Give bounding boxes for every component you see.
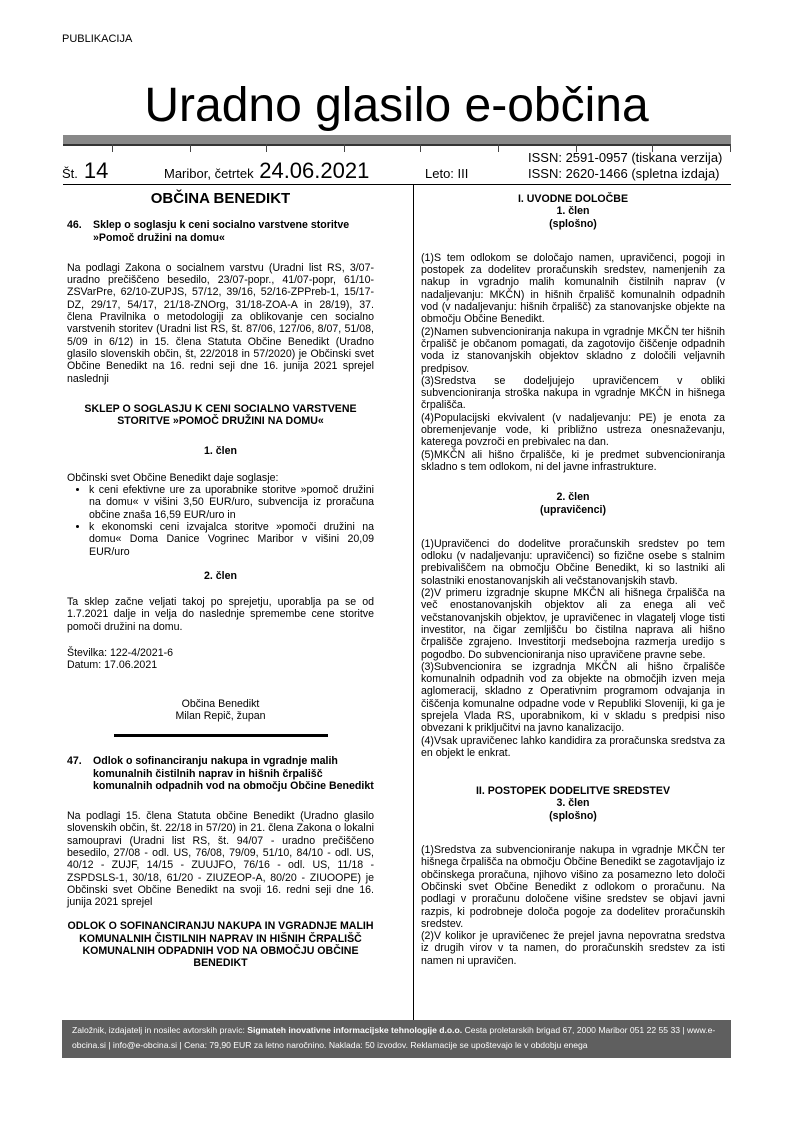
clen-2-text: Ta sklep začne veljati takoj po sprejetju, uporablja pa se od 1.7.2021 dalje in velja do naslednje spremembe cene storitve pomoči družini na domu.: [67, 596, 374, 633]
section-1-heading: I. UVODNE DOLOČBE: [517, 193, 629, 205]
clen-1-paragraph: (4)Populacijski ekvivalent (v nadaljevanju: PE) je enota za obremenjevanje vode, ki približno ustreza onesnaževanju, katerega povzroči en prebivalec na dan.: [421, 411, 725, 449]
section-2-heading: II. POSTOPEK DODELITVE SREDSTEV: [475, 785, 671, 798]
footer-publisher: Sigmateh inovativne informacijske tehnologije d.o.o.: [247, 1025, 463, 1035]
document-date: Datum: 17.06.2021: [67, 659, 158, 672]
clen-2-paragraph: (2)V primeru izgradnje skupne MKČN ali hišnega črpališča na več enostanovanjskih objektov ali za enega ali več večstanovanjskih objektov, je upravičenec in vlagatelj vloge tisti investitor, na čigar zemljišču bo čistilna naprava ali hišno črpališče zgrajeno. Investitorji medsebojna razmerja uredijo s pogodbo. Do subvencioniranja niso upravičene pravne sebe.: [421, 587, 725, 661]
clen-3-paragraph: (1)Sredstva za subvencioniranje nakupa in vgradnje MKČN ter hišnega črpališča na območju Občine Benedikt se zagotavljajo iz občinskega proračuna, njihovo višino za posamezno leto določi Občinski svet Občine Benedikt z odlokom o proračunu. Na podlagi v proračunu določene višine sredstev se objavi javni razpis, ki podrobneje določa pogoje za dodelitev proračunskih sredstev.: [421, 844, 725, 930]
section-separator: [114, 734, 328, 737]
sklep-clen-1: 1. člen: [204, 445, 237, 458]
clen-1-paragraph: (5)MKČN ali hišno črpališče, ki je predmet subvencioniranja skladno s tem odlokom, ni del javne infrastrukture.: [421, 448, 725, 473]
item-47-intro: Na podlagi 15. člena Statuta občine Benedikt (Uradno glasilo slovenskih občin, št. 22/18 in 57/20) in 21. člena Zakona o lokalni samoupravi (Uradni list RS, št. 94/07 - uradno prečiščeno besedilo, 27/08 - odl. US, 76/08, 79/09, 51/10, 84/10 - odl. US, 40/12 - ZUJF, 14/15 - ZUUJFO, 76/16 - odl. US, 11/18 - ZSPDSLS-1, 30/18, 61/20 - ZIUZEOP-A, 80/20 - ZIUOOPE) je Občinski svet Občine Benedikt na svoji 16. redni seji dne 16. junija 2021 sprejel: [67, 810, 374, 909]
footer-prefix: Založnik, izdajatelj in nosilec avtorskih pravic:: [72, 1025, 245, 1035]
document-number: Številka: 122-4/2021-6: [67, 647, 174, 660]
clen-3-paragraph: (2)V kolikor je upravičenec že prejel javna nepovratna sredstva iz drugih virov v ta namen, do proračunskih sredstev za isti namen ni upravičen.: [421, 930, 725, 967]
footer-details: Cesta proletarskih brigad 67, 2000 Maribor 051 22 55 33 | www.e-obcina.si | info@e-obcina.si | Cena: 79,90 EUR za letno naročnino. Naklada: 50 izvodov. Reklamacije se upoštevajo le v obdobju enega: [72, 1025, 716, 1050]
clen-2-paragraph: (3)Subvencionira se izgradnja MKČN ali hišno črpališče komunalnih odpadnih vod za objekte na območjih izven meja aglomeracij, skladno z Operativnim programom odvajanja in čiščenja komunalne odpadne vode v Republiki Sloveniji, ki ga je sprejela Vlada RS, uporabnikom, ki v skladu s predpisi niso obvezani k priključitvi na javno kanalizacijo.: [421, 660, 725, 735]
title-rule: [63, 135, 731, 146]
odlok-heading: ODLOK O SOFINANCIRANJU NAKUPA IN VGRADNJE MALIH KOMUNALNIH ČISTILNIH NAPRAV IN HIŠNIH ČRPALIŠČ KOMUNALNIH ODPADNIH VOD NA OBMOČJU OBČINE BENEDIKT: [67, 920, 374, 970]
clen-1-intro: Občinski svet Občine Benedikt daje soglasje:: [67, 471, 279, 484]
gazette-title: Uradno glasilo e-občina: [144, 79, 649, 132]
column-divider: [413, 184, 414, 1022]
left-column: [67, 190, 374, 970]
signature-org: Občina Benedikt: [181, 697, 260, 710]
sklep-heading: SKLEP O SOGLASJU K CENI SOCIALNO VARSTVENE STORITVE »POMOČ DRUŽINI NA DOMU«: [84, 402, 357, 428]
date-prefix: Maribor, četrtek: [164, 166, 254, 181]
right-column: [421, 193, 725, 967]
item-47-number: 47.: [67, 755, 82, 768]
clen-1-paragraph: (2)Namen subvencioniranja nakupa in vgradnje MKČN ter hišnih črpališč je občanom pomagati, da zagotovijo čiščenje odpadnih voda iz stanovanjskih objektov skladno z določili veljavnih predpisov.: [421, 325, 725, 375]
item-46-title: [67, 219, 374, 244]
clen-2-subtitle: (upravičenci): [540, 503, 606, 516]
issn-print: ISSN: 2591-0957 (tiskana verzija): [528, 150, 723, 165]
clen-2-heading: 2. člen: [556, 491, 590, 504]
clen-3-heading: 3. člen: [556, 797, 590, 810]
item-47-title: [67, 755, 374, 792]
signature-name: Milan Repič, župan: [175, 709, 266, 722]
publisher-footer: [62, 1020, 731, 1058]
publication-label: PUBLIKACIJA: [62, 33, 133, 45]
clen-1-subtitle: (splošno): [549, 217, 597, 230]
clen-1-paragraph: (3)Sredstva se dodeljujejo upravičencem v obliki subvencioniranja stroška nakupa in vgradnje MKČN in hišnega črpališča.: [421, 374, 725, 412]
consent-list: [67, 484, 374, 558]
issn-online: ISSN: 2620-1466 (spletna izdaja): [528, 166, 720, 181]
clen-2-paragraph: (1)Upravičenci do dodelitve proračunskih sredstev po tem odloku (v nadaljevanju: upravičenci) so fizične osebe s stalnim prebivališčem na območju Občine Benedikt, ki so lastniki ali solastniki enostanovanjskih ali večstanovanjskih stavb.: [421, 537, 725, 587]
item-46-intro: Na podlagi Zakona o socialnem varstvu (Uradni list RS, 3/07-uradno prečiščeno besedilo, 23/07-popr., 41/07-popr, 61/10-ZSVarPre, 62/10-ZUPJS, 57/12, 39/16, 52/16-ZPPreb-1, 15/17-DZ, 29/17, 54/17, 21/18-ZNOrg, 31/18-ZOA-A in 28/19), 37. člena Pravilnika o metodologiji za oblikovanje cen socialno varstvenih storitev (Uradni list RS, št. 87/06, 127/06, 8/07, 51/08, 5/09 in 6/12) in 15. člena Statuta Občine Benedikt (Uradno glasilo slovenskih občin, št, 22/2018 in 57/2020) je Občinski svet Občine Benedikt na 16. redni seji dne 16. junija 2021 sprejel naslednji: [67, 261, 374, 385]
issue-number: [62, 158, 108, 184]
item-47-title-text: Odlok o sofinanciranju nakupa in vgradnje malih komunalnih čistilnih naprav in hišnih črpališč komunalnih odpadnih vod na območju Občine Benedikt: [93, 755, 374, 792]
clen-1-paragraph: (1)S tem odlokom se določajo namen, upravičenci, pogoji in postopek za dodelitev proračunskih sredstev, namenjenih za nakup in vgradnjo malih komunalnih čistilnih naprav (v nadaljevanju: MKČN) in hišnih črpališč komunalnih odpadnih vod (v nadaljevanju: hišnih črpališč) za stanovanjske objekte na območju Občine Benedikt.: [421, 251, 725, 326]
municipality-heading: OBČINA BENEDIKT: [150, 190, 291, 207]
issue-year: Leto: III: [425, 166, 469, 181]
clen-1-heading: 1. člen: [556, 205, 590, 218]
issue-date: [164, 158, 369, 184]
issue-label: Št.: [62, 166, 78, 181]
sklep-clen-2: 2. člen: [204, 569, 237, 582]
list-item: • k ekonomski ceni izvajalca storitve »pomoči družini na domu« Doma Danice Vogrinec Maribor v višini 20,09 EUR/uro: [89, 521, 374, 558]
date-value: 24.06.2021: [259, 158, 370, 183]
issue-value: 14: [83, 158, 109, 183]
item-46-number: 46.: [67, 219, 82, 232]
item-46-title-text: Sklep o soglasju k ceni socialno varstvene storitve »Pomoč družini na domu«: [93, 219, 350, 244]
clen-2-paragraph: (4)Vsak upravičenec lahko kandidira za proračunska sredstva za en objekt le enkrat.: [421, 734, 725, 759]
header-divider: [63, 184, 731, 185]
clen-3-subtitle: (splošno): [549, 809, 597, 822]
list-item: • k ceni efektivne ure za uporabnike storitve »pomoč družini na domu« v višini 3,50 EUR/uro, subvencija iz proračuna občine znaša 16,59 EUR/uro in: [89, 484, 374, 521]
